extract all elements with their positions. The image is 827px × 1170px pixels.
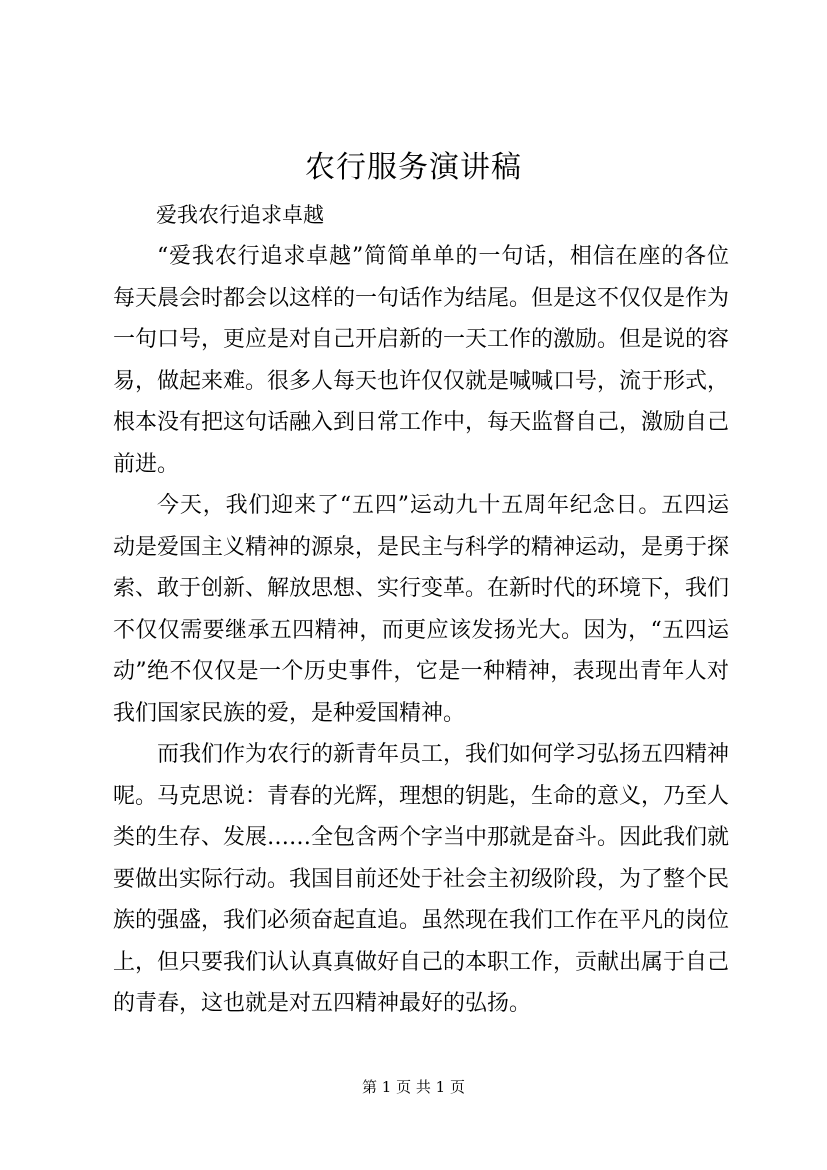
body-paragraph: “爱我农行追求卓越”简简单单的一句话，相信在座的各位每天晨会时都会以这样的一句话作为结尾。但是这不仅仅是作为一句口号，更应是对自己开启新的一天工作的激励。但是说的容易，做起来难。很多人每天也许仅仅就是喊喊口号，流于形式，根本没有把这句话融入到日常工作中，每天监督自己，激励自己前进。	[113, 244, 730, 477]
body-paragraph: 今天，我们迎来了“五四”运动九十五周年纪念日。五四运动是爱国主义精神的源泉，是民主与科学的精神运动，是勇于探索、敢于创新、解放思想、实行变革。在新时代的环境下，我们不仅仅需要继承五四精神，而更应该发扬光大。因为，“五四运动”绝不仅仅是一个历史事件，它是一种精神，表现出青年人对我们国家民族的爱，是种爱国精神。	[113, 493, 730, 726]
document-body	[113, 236, 729, 1025]
body-paragraph: 而我们作为农行的新青年员工，我们如何学习弘扬五四精神呢。马克思说：青春的光辉，理想的钥匙，生命的意义，乃至人类的生存、发展……全包含两个字当中那就是奋斗。因此我们就要做出实际行动。我国目前还处于社会主初级阶段，为了整个民族的强盛，我们必须奋起直追。虽然现在我们工作在平凡的岗位上，但只要我们认认真真做好自己的本职工作，贡献出属于自己的青春，这也就是对五四精神最好的弘扬。	[113, 742, 730, 1016]
page-footer: 第 1 页 共 1 页	[362, 1078, 465, 1096]
document-title: 农行服务演讲稿	[305, 150, 522, 185]
document-subtitle: 爱我农行追求卓越	[156, 203, 324, 227]
